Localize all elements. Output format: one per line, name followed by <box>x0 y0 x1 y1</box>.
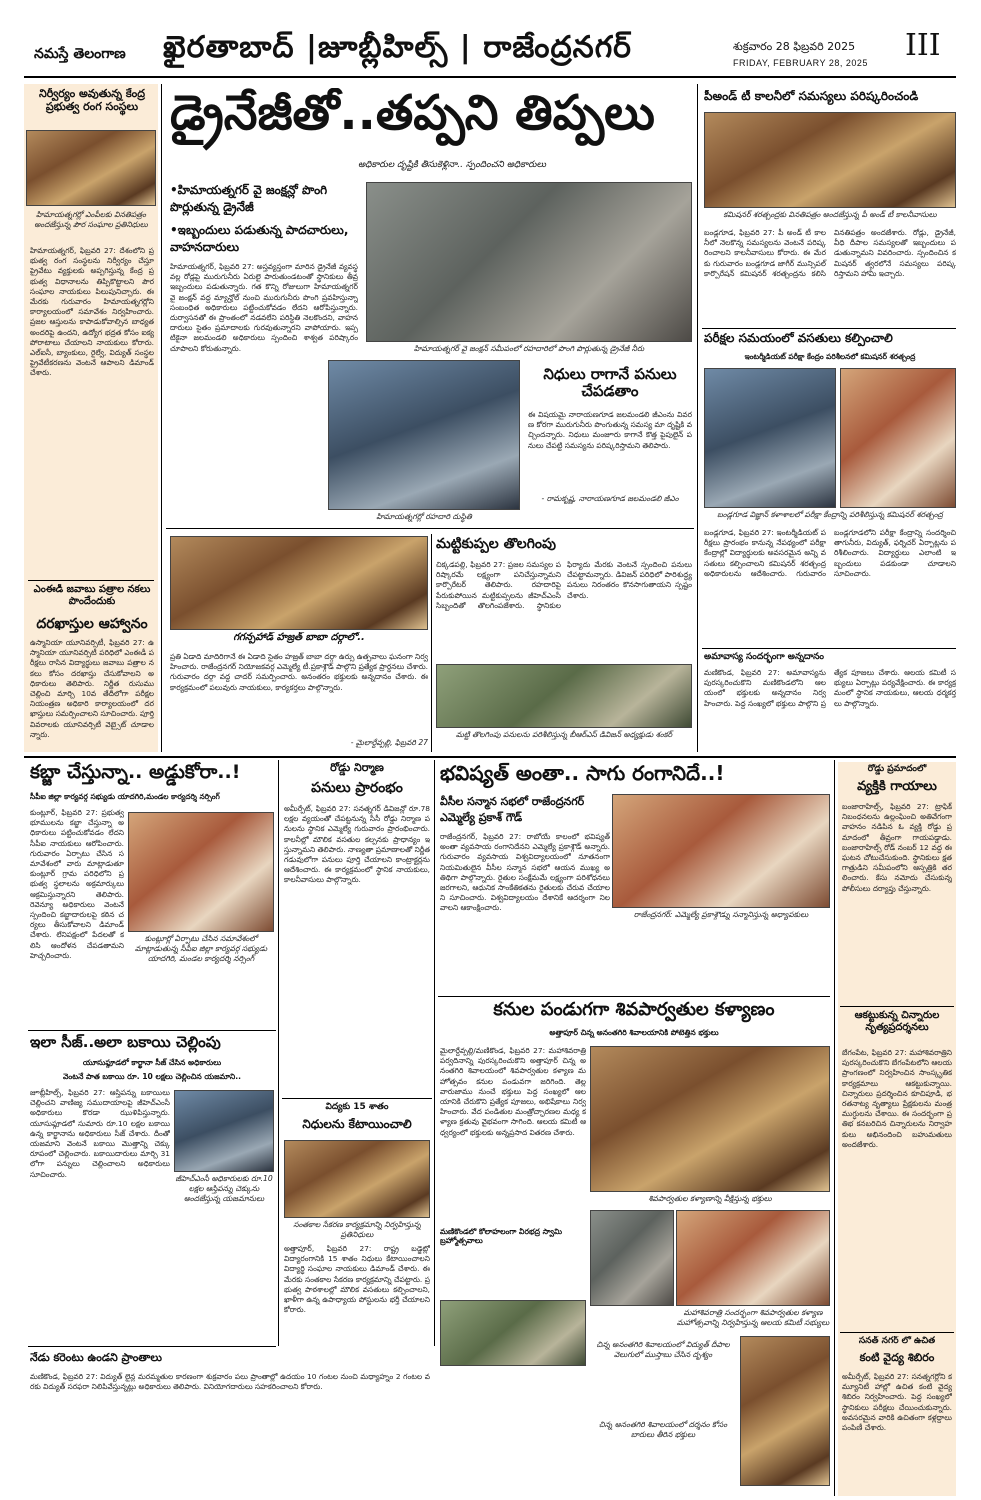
eye-camp-kicker: సనత్ నగర్ లో ఉచిత <box>858 1336 936 1346</box>
page-fold-rule <box>24 756 956 758</box>
lead-box-body: ఈ విషయమై నారాయణగూడ జలమండలి జీఎంను వివరణ కోరగా మురుగునీరు పొంగుతున్న సమస్య మా దృష్టికి వచ్చిందన్నారు. నిధులు మంజూరు కాగానే కొత్త పైపులైన్ పనులు చేపట్టి సమస్యను పరిష్కరిస్తామని తెలిపారు. <box>528 410 692 450</box>
exam-body: బండ్లగూడ, ఫిబ్రవరి 27: ఇంటర్మీడియట్ పరీక్షలు ప్రారంభం కానున్న నేపథ్యంలో పరీక్షా కేంద్రాల్లో విద్యార్థులకు అవసరమైన అన్ని వసతులు కల్పించాలని కమిషనర్ శరత్చంద్ర అధికారులను ఆదేశించారు. గురువారం బండ్లగూడలోని పరీక్షా కేంద్రాన్ని సందర్శించి తాగునీరు, విద్యుత్, ఫర్నిచర్ ఏర్పాట్లను పరిశీలించారు. విద్యార్థులు ఎలాంటి ఇబ్బందులు పడకుండా చూడాలని సూచించారు. <box>704 528 956 578</box>
mud-headline: మట్టికుప్పల తొలగింపు <box>436 536 556 552</box>
kalyanam-caption-2: మహాశివరాత్రి సందర్భంగా శివపార్వతుల కళ్యాణ మహోత్సవాన్ని నిర్వహిస్తున్న ఆలయ కమిటీ సభ్యులు <box>676 1308 830 1327</box>
annadanam-body: మణికొండ, ఫిబ్రవరి 27: అమావాస్యను పురస్కరించుకొని మణికొండలోని ఆలయంలో భక్తులకు అన్నదానం నిర్వహించారు. పెద్ద సంఖ్యలో భక్తులు పాల్గొని ప్రత్యేక పూజలు చేశారు. ఆలయ కమిటీ సభ్యులు ఏర్పాట్లు పర్యవేక్షించారు. ఈ కార్యక్రమంలో స్థానిక నాయకులు, ఆలయ ధర్మకర్తలు పాల్గొన్నారు. <box>704 668 956 708</box>
lead-photo-1-caption: హిమాయత్నగర్ వై జంక్షన్ సమీపంలో రహదారిలో పొంగి పొర్లుతున్న డ్రైనేజీ నీరు <box>413 344 645 353</box>
seize-divider <box>28 1346 276 1347</box>
edu-headline: నిధులను కేటాయించాలి <box>302 1118 412 1131</box>
pt-colony-headline: పీఅండ్ టీ కాలనీలో సమస్యలు పరిష్కరించండి <box>704 90 919 103</box>
left-column <box>24 84 158 752</box>
kabja-headline: కబ్జా చేస్తున్నా.. అడ్డుకోరా..! <box>30 762 241 783</box>
lead-headline: డ్రైనేజీతో..తప్పని తిప్పలు <box>170 88 655 141</box>
exam-caption: బండ్లగూడ విజ్ఞాన్ కళాశాలలో పరీక్షా కేంద్రాన్ని పరిశీలిస్తున్న కమిషనర్ శరత్చంద్ర <box>717 510 943 519</box>
edu-photo <box>284 1140 430 1218</box>
road-headline: పనులు ప్రారంభం <box>311 780 403 796</box>
col-rule-6 <box>834 760 835 1496</box>
kabja-divider <box>28 1030 276 1031</box>
date-telugu: శుక్రవారం 28 ఫిబ్రవరి 2025 <box>733 40 856 53</box>
lead-photo-2-caption: హిమాయత్నగర్లో రహదారి దుస్థితి <box>376 512 472 521</box>
exam-photo-1 <box>704 368 836 508</box>
edu-caption: సంతకాల సేకరణ కార్యక్రమాన్ని నిర్వహిస్తున్న ప్రతినిధులు <box>293 1220 421 1239</box>
lead-bullet-1: •హిమాయత్నగర్ వై జంక్షన్లో పొంగి పొర్లుతున్న డ్రైనేజీ <box>170 183 328 214</box>
dance-headline: ఆకట్టుకున్న చిన్నారుల నృత్యప్రదర్శనలు <box>854 1010 940 1033</box>
eye-camp-headline: కంటి వైద్య శిబిరం <box>859 1352 935 1364</box>
kabja-photo <box>128 812 274 932</box>
date-english: FRIDAY, FEBRUARY 28, 2025 <box>733 58 868 68</box>
col-rule-4 <box>278 760 279 1346</box>
exam-headline: పరీక్షల సమయంలో వసతులు కల్పించాలి <box>704 332 893 345</box>
pt-colony-caption: కమిషనర్ శరత్చంద్రకు వినతిపత్రం అందజేస్తున్న పీ అండ్ టీ కాలనీవాసులు <box>723 210 937 219</box>
seize-caption: జీహెచ్ఎంసీ అధికారులకు రూ.10 లక్షల ఆస్తిపన్ను చెక్కును అందజేస్తున్న యజమానులు <box>175 1174 273 1203</box>
annadanam-headline: అమావాస్య సందర్భంగా అన్నదానం <box>704 652 824 662</box>
exam-subhead: ఇంటర్మీడియట్ పరీక్షా కేంద్రం పరిశీలనలో కమిషనర్ శరత్చంద్ర <box>744 352 916 361</box>
exam-photo-2 <box>840 368 956 508</box>
road-divider <box>282 1098 432 1099</box>
seize-photo <box>174 1090 274 1172</box>
agri-headline: భవిష్యత్ అంతా.. సాగు రంగానిదే..! <box>440 762 725 785</box>
road-kicker: రోడ్డు నిర్మాణ <box>330 762 384 774</box>
left-story1-caption: హిమాయత్నగర్లో ఎంపీలకు వినతిపత్రం అందజేస్తున్న పౌర సంఘాల ప్రతినిధులు <box>34 210 148 229</box>
agri-subhead: వీసీల సన్మాన సభలో రాజేంద్రనగర్ ఎమ్మెల్యే ప్రకాశ్ గౌడ్ <box>440 795 585 824</box>
kalyanam-body: మైలార్దేవ్పల్లి/మణికొండ, ఫిబ్రవరి 27: మహాశివరాత్రి పర్వదినాన్ని పురస్కరించుకొని అత్తాపూర్ చిన్న అనంతగిరి శివాలయంలో శివపార్వతుల కళ్యాణ మహోత్సవం కనుల పండువగా జరిగింది. తెల్లవారుజాము నుంచే భక్తులు పెద్ద సంఖ్యలో ఆలయానికి చేరుకొని ప్రత్యేక పూజలు, అభిషేకాలు నిర్వహించారు. వేద పండితుల మంత్రోచ్ఛారణల మధ్య కళ్యాణ క్రతువు వైభవంగా సాగింది. ఆలయ కమిటీ ఆధ్వర్యంలో భక్తులకు అన్నప్రసాద వితరణ చేశారు. <box>440 1046 586 1137</box>
lead-bottom-rule <box>166 528 694 529</box>
lead-bullet-2: •ఇబ్బందులు పడుతున్న పాదచారులు, వాహనదారులు <box>170 223 349 254</box>
edu-body: అత్తాపూర్, ఫిబ్రవరి 27: రాష్ట్ర బడ్జెట్లో విద్యారంగానికి 15 శాతం నిధులు కేటాయించాలని విద్యార్థి సంఘాల నాయకులు డిమాండ్ చేశారు. ఈ మేరకు సంతకాల సేకరణ కార్యక్రమాన్ని చేపట్టారు. ప్రభుత్వ పాఠశాలల్లో మౌలిక వసతులు కల్పించాలని, ఖాళీగా ఉన్న ఉపాధ్యాయ పోస్టులను భర్తీ చేయాలని కోరారు. <box>284 1244 430 1315</box>
kalyanam-photo-3 <box>676 1210 830 1306</box>
seize-deck: వెంటనే పాత బకాయి రూ. 10 లక్షలు చెల్లించిన యజమాని.. <box>62 1072 242 1081</box>
col-rule-2 <box>697 84 698 752</box>
lead-photo-1 <box>366 182 692 342</box>
page-number: III <box>905 28 941 63</box>
kalyanam-headline: కనుల పండుగగా శివపార్వతుల కళ్యాణం <box>493 1000 775 1020</box>
left-story1-headline: నిర్వీర్యం అవుతున్న కేంద్ర ప్రభుత్వ రంగ సంస్థలు <box>38 88 146 113</box>
kalyanam-photo-2 <box>590 1210 674 1306</box>
kalyanam-subhead-2: మణికొండలో కోలాహలంగా వీరభద్ర స్వామి బ్రహ్మోత్సవాలు <box>440 1228 562 1245</box>
page-title: ఖైరతాబాద్ |జూబ్లీహిల్స్ | రాజేంద్రనగర్ <box>163 30 632 65</box>
lead-photo-2 <box>328 360 520 510</box>
seize-subhead: యూసుఫ్గూడలో కార్ఖానా సీజ్ చేసిన అధికారులు <box>82 1058 222 1067</box>
lead-body: హిమాయత్నగర్, ఫిబ్రవరి 27: అస్తవ్యస్తంగా మారిన డ్రైనేజీ వ్యవస్థ వల్ల రోడ్లపై మురుగునీరు ఏరులై పారుతుండటంతో స్థానికులు తీవ్ర ఇబ్బందులు పడుతున్నారు. గత కొన్ని రోజులుగా హిమాయత్నగర్ వై జంక్షన్ వద్ద మ్యాన్హోల్ నుంచి మురుగునీరు పొంగి ప్రవహిస్తున్నా సంబంధిత అధికారులు పట్టించుకోవడం లేదని ఆరోపిస్తున్నారు. దుర్వాసనతో ఈ ప్రాంతంలో నడవలేని పరిస్థితి నెలకొందని, వాహనదారులు సైతం ప్రమాదాలకు గురవుతున్నారని వాపోయారు. ఇప్పటికైనా జలమండలి అధికారులు స్పందించి శాశ్వత పరిష్కారం చూపాలని కోరుతున్నారు. <box>170 262 358 353</box>
edu-kicker: విద్యకు 15 శాతం <box>325 1102 389 1112</box>
dargah-byline: - మైలార్దేవ్పల్లి, ఫిబ్రవరి 27 <box>350 738 428 747</box>
accident-headline: వ్యక్తికి గాయాలు <box>857 780 937 794</box>
dargah-caption: గగన్పహాడ్ హజ్రత్ బాబా దర్గాలో.. <box>233 632 365 643</box>
col-rule-1 <box>161 84 162 752</box>
accident-divider <box>840 1006 954 1007</box>
right-divider-1 <box>702 328 956 329</box>
masthead <box>0 0 981 80</box>
kalyanam-photo-4 <box>440 1300 586 1366</box>
road-body: అమీర్పేట్, ఫిబ్రవరి 27: సనత్నగర్ డివిజన్లో రూ.78 లక్షల వ్యయంతో చేపట్టనున్న సీసీ రోడ్డు నిర్మాణ పనులను స్థానిక ఎమ్మెల్యే గురువారం ప్రారంభించారు. కాలనీల్లో మౌలిక వసతుల కల్పనకు ప్రాధాన్యం ఇస్తున్నామని తెలిపారు. నాణ్యతా ప్రమాణాలతో నిర్ణీత గడువులోగా పనులు పూర్తి చేయాలని కాంట్రాక్టర్లను ఆదేశించారు. ఈ కార్యక్రమంలో స్థానిక నాయకులు, కాలనీవాసులు పాల్గొన్నారు. <box>284 804 430 885</box>
pt-colony-photo <box>704 112 956 208</box>
kalyanam-caption-1: శివపార్వతుల కళ్యాణాన్ని వీక్షిస్తున్న భక్తులు <box>648 1194 772 1203</box>
kabja-caption: కుంట్లూర్లో ఏర్పాటు చేసిన సమావేశంలో మాట్లాడుతున్న సీపీఐ జిల్లా కార్యవర్గ సభ్యుడు యాదగిరి, మండల కార్యదర్శి నర్సింగ్ <box>134 934 268 963</box>
power-cut-body: మణికొండ, ఫిబ్రవరి 27: విద్యుత్ లైన్ల మరమ్మతుల కారణంగా శుక్రవారం పలు ప్రాంతాల్లో ఉదయం 10 గంటల నుంచి మధ్యాహ్నం 2 గంటల వరకు విద్యుత్ సరఫరా నిలిపివేస్తున్నట్లు అధికారులు తెలిపారు. వినియోగదారులు సహకరించాలని కోరారు. <box>30 1372 430 1392</box>
brand-logo: నమస్తే తెలంగాణ <box>34 46 126 62</box>
seize-body: జూబ్లీహిల్స్, ఫిబ్రవరి 27: ఆస్తిపన్ను బకాయిలు చెల్లించని వాణిజ్య సముదాయాలపై జీహెచ్ఎంసీ అధికారులు కొరడా ఝుళిపిస్తున్నారు. యూసుఫ్గూడలో సుమారు రూ.10 లక్షల బకాయి ఉన్న కార్ఖానాను అధికారులు సీజ్ చేశారు. దీంతో యజమాని వెంటనే బకాయి మొత్తాన్ని చెక్కు రూపంలో చెల్లించారు. బకాయిదారులు మార్చి 31లోగా పన్నులు చెల్లించాలని అధికారులు సూచించారు. <box>30 1088 170 1179</box>
kalyanam-caption-4: చిన్న అనంతగిరి శివాలయంలో దర్శనం కోసం బారులు తీరిన భక్తులు <box>598 1420 728 1439</box>
left-story2-body: ఉస్మానియా యూనివర్సిటీ, ఫిబ్రవరి 27: ఉస్మానియా యూనివర్సిటీ పరిధిలో ఎంఈడీ పరీక్షలు రాసిన విద్యార్థులు జవాబు పత్రాల నకలు కోసం దరఖాస్తు చేసుకోవాలని అధికారులు తెలిపారు. నిర్ణీత రుసుము చెల్లించి మార్చి 10వ తేదీలోగా పరీక్షల నియంత్రణ అధికారి కార్యాలయంలో దరఖాస్తులు సమర్పించాలని సూచించారు. పూర్తి వివరాలకు యూనివర్సిటీ వెబ్సైట్ చూడాలన్నారు. <box>30 638 154 739</box>
kalyanam-caption-3: చిన్న అనంతగిరి శివాలయంలో విద్యుత్ దీపాల వెలుగులో ముస్తాబు చేసిన దృశ్యం <box>596 1340 730 1359</box>
kalyanam-photo-5 <box>740 1336 830 1486</box>
mud-photo <box>436 664 692 728</box>
agri-body: రాజేంద్రనగర్, ఫిబ్రవరి 27: రాబోయే కాలంలో భవిష్యత్ అంతా వ్యవసాయ రంగానిదేనని ఎమ్మెల్యే ప్రకాశ్గౌడ్ అన్నారు. గురువారం వ్యవసాయ విశ్వవిద్యాలయంలో నూతనంగా నియమితులైన వీసీల సన్మాన సభలో ఆయన ముఖ్య అతిథిగా పాల్గొన్నారు. రైతుల సంక్షేమమే లక్ష్యంగా పరిశోధనలు జరగాలని, ఆధునిక సాంకేతికతను రైతులకు చేరువ చేయాలని సూచించారు. విశ్వవిద్యాలయం దేశానికే ఆదర్శంగా నిలవాలని ఆకాంక్షించారు. <box>440 832 610 913</box>
masthead-rule <box>24 76 956 78</box>
right-divider-2 <box>702 648 956 649</box>
kalyanam-photo-1 <box>590 1046 830 1192</box>
lead-box-headline: నిధులు రాగానే పనులు చేపడతాం <box>543 366 677 401</box>
dance-divider <box>840 1332 954 1333</box>
kalyanam-subhead: అత్తాపూర్ చిన్న అనంతగిరి శివాలయానికి పోటెత్తిన భక్తులు <box>549 1028 719 1037</box>
left-story1-body: హిమాయత్నగర్, ఫిబ్రవరి 27: దేశంలోని ప్రభుత్వ రంగ సంస్థలను నిర్వీర్యం చేస్తూ ప్రైవేటు వ్యక్తులకు అప్పగిస్తున్న కేంద్ర ప్రభుత్వ విధానాలను తిప్పికొట్టాలని పౌర సంఘాల నాయకులు పిలుపునిచ్చారు. ఈ మేరకు గురువారం హిమాయత్నగర్లోని కార్యాలయంలో సమావేశం నిర్వహించారు. ప్రజల ఆస్తులను కాపాడుకోవాల్సిన బాధ్యత అందరిపై ఉందని, ఉద్యోగ భద్రత కోసం ఐక్య పోరాటాలు చేయాలని నాయకులు కోరారు. ఎల్ఐసీ, బ్యాంకులు, రైల్వే, విద్యుత్ సంస్థల ప్రైవేటీకరణను వెంటనే ఆపాలని డిమాండ్ చేశారు. <box>30 246 154 378</box>
dargah-photo <box>170 536 428 630</box>
left-story1-photo <box>26 130 156 206</box>
agri-divider <box>438 996 830 997</box>
mud-body: చిక్కడపల్లి, ఫిబ్రవరి 27: ప్రజల సమస్యల పరిష్కారమే లక్ష్యంగా పనిచేస్తున్నామని కార్పొరేటర్ తెలిపారు. రహదారిపై పేరుకుపోయిన మట్టికుప్పలను జీహెచ్ఎంసీ సిబ్బందితో తొలగింపజేశారు. స్థానికుల ఫిర్యాదు మేరకు వెంటనే స్పందించి పనులు చేపట్టామన్నారు. డివిజన్ పరిధిలో పారిశుద్ధ్య పనులు నిరంతరం కొనసాగుతాయని స్పష్టం చేశారు. <box>436 560 692 610</box>
seize-headline: ఇలా సీజ్..అలా బకాయి చెల్లింపు <box>30 1034 221 1051</box>
agri-caption: రాజేంద్రనగర్: ఎమ్మెల్యే ప్రకాశ్గౌడ్ను సన్మానిస్తున్న అధ్యాపకులు <box>633 910 809 919</box>
left-story2-headline: దరఖాస్తుల ఆహ్వానం <box>36 616 148 632</box>
lead-deck: అధికారుల దృష్టికి తీసుకెళ్లినా.. స్పందించని అధికారులు <box>357 160 547 170</box>
col-rule-3 <box>431 534 432 752</box>
dargah-body: ప్రతి ఏడాది మాదిరిగానే ఈ ఏడాది సైతం హజ్రత్ బాబా దర్గా ఉర్సు ఉత్సవాలు ఘనంగా నిర్వహించారు. రాజేంద్రనగర్ నియోజకవర్గ ఎమ్మెల్యే టీ.ప్రకాశ్గౌడ్ పాల్గొని ప్రత్యేక ప్రార్థనలు చేశారు. గురువారం దర్గా వద్ద చాదర్ సమర్పించారు. అనంతరం భక్తులకు అన్నదానం చేశారు. ఈ కార్యక్రమంలో పలువురు నాయకులు, కార్యకర్తలు పాల్గొన్నారు. <box>170 652 428 692</box>
agri-photo <box>612 794 830 908</box>
eye-camp-body: అమీర్పేట్, ఫిబ్రవరి 27: సనత్నగర్లోని కమ్యూనిటీ హాల్లో ఉచిత కంటి వైద్య శిబిరం నిర్వహించారు. పెద్ద సంఖ్యలో స్థానికులు పరీక్షలు చేయించుకున్నారు. అవసరమైన వారికి ఉచితంగా కళ్లద్దాలు పంపిణీ చేశారు. <box>842 1372 952 1433</box>
pt-colony-body: బండ్లగూడ, ఫిబ్రవరి 27: పీ అండ్ టీ కాలనీలో నెలకొన్న సమస్యలను వెంటనే పరిష్కరించాలని కాలనీవాసులు కోరారు. ఈ మేరకు గురువారం బండ్లగూడ జాగీర్ మున్సిపల్ కార్పొరేషన్ కమిషనర్ శరత్చంద్రను కలిసి వినతిపత్రం అందజేశారు. రోడ్లు, డ్రైనేజీ, వీధి దీపాల సమస్యలతో ఇబ్బందులు పడుతున్నామని వివరించారు. స్పందించిన కమిషనర్ త్వరలోనే సమస్యలు పరిష్కరిస్తామని హామీ ఇచ్చారు. <box>704 228 956 278</box>
col-rule-5 <box>434 760 435 1346</box>
kabja-body: కుంట్లూర్, ఫిబ్రవరి 27: ప్రభుత్వ భూములను కబ్జా చేస్తున్నా అధికారులు పట్టించుకోవడం లేదని సీపీఐ నాయకులు ఆరోపించారు. గురువారం ఏర్పాటు చేసిన సమావేశంలో వారు మాట్లాడుతూ కుంట్లూర్ గ్రామ పరిధిలోని ప్రభుత్వ స్థలాలను అక్రమార్కులు ఆక్రమిస్తున్నారని తెలిపారు. రెవెన్యూ అధికారులు వెంటనే స్పందించి కబ్జాదారులపై కఠిన చర్యలు తీసుకోవాలని డిమాండ్ చేశారు. లేనిపక్షంలో పేదలతో కలిసి ఆందోళన చేపడతామని హెచ్చరించారు. <box>30 808 124 960</box>
accident-body: బంజారాహిల్స్, ఫిబ్రవరి 27: ట్రాఫిక్ నిబంధనలను ఉల్లంఘించి అతివేగంగా వాహనం నడిపిన ఓ వ్యక్తి రోడ్డు ప్రమాదంలో తీవ్రంగా గాయపడ్డాడు. బంజారాహిల్స్ రోడ్ నంబర్ 12 వద్ద ఈ ఘటన చోటుచేసుకుంది. స్థానికులు క్షతగాత్రుడిని సమీపంలోని ఆస్పత్రికి తరలించారు. కేసు నమోదు చేసుకున్న పోలీసులు దర్యాప్తు చేస్తున్నారు. <box>842 802 952 893</box>
right-bottom-column <box>838 762 956 1496</box>
mud-caption: మట్టి తొలగింపు పనులను పరిశీలిస్తున్న బీఆర్ఎస్ డివిజన్ అధ్యక్షుడు శంకర్ <box>455 730 673 739</box>
power-cut-headline: నేడు కరెంటు ఉండని ప్రాంతాలు <box>30 1352 162 1364</box>
left-story2-kicker: ఎంఈడీ జవాబు పత్రాల నకలు పొందేందుకు <box>33 584 151 607</box>
lead-box-byline: - రామకృష్ణ, నారాయణగూడ జలమండలి జీఎం <box>541 494 679 503</box>
kabja-subhead: సీపీఐ జిల్లా కార్యవర్గ సభ్యుడు యాదగిరి,మండల కార్యదర్శి నర్సింగ్ <box>30 792 220 801</box>
left-divider <box>28 580 154 581</box>
accident-kicker: రోడ్డు ప్రమాదంలో <box>867 764 927 774</box>
dance-body: బేగంపేట, ఫిబ్రవరి 27: మహాశివరాత్రిని పురస్కరించుకొని బేగంపేటలోని ఆలయ ప్రాంగణంలో నిర్వహించిన సాంస్కృతిక కార్యక్రమాలు ఆకట్టుకున్నాయి. చిన్నారులు ప్రదర్శించిన కూచిపూడి, భరతనాట్య నృత్యాలు ప్రేక్షకులను మంత్రముగ్ధులను చేశాయి. ఈ సందర్భంగా ప్రతిభ కనబరిచిన చిన్నారులను నిర్వాహకులు అభినందించి బహుమతులు అందజేశారు. <box>842 1048 952 1149</box>
